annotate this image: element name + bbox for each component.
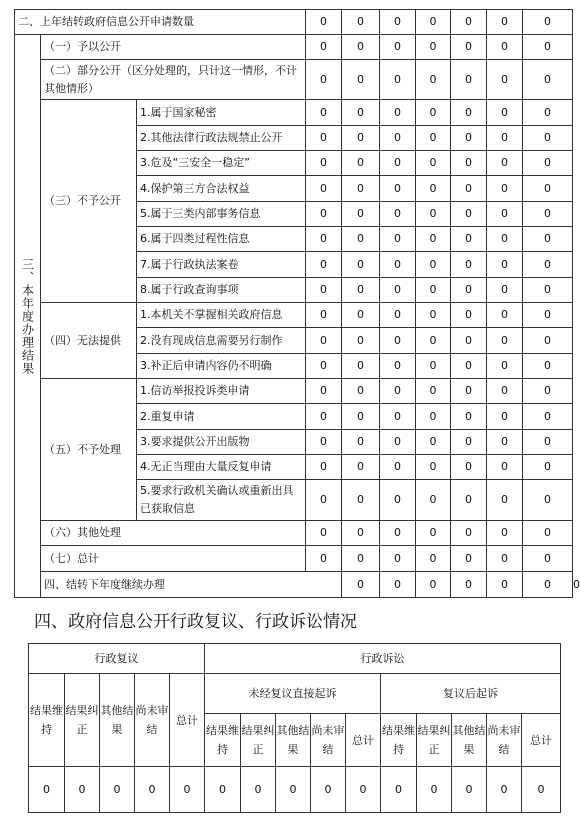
cell-value: 0 — [380, 252, 416, 278]
cell-value: 0 — [306, 455, 342, 480]
cell-value: 0 — [29, 767, 65, 813]
row-label: 2.没有现成信息需要另行制作 — [137, 328, 306, 354]
col-header: 总计 — [346, 714, 381, 767]
cell-value: 0 — [487, 176, 523, 202]
cell-value: 0 — [306, 126, 342, 151]
cell-value: 0 — [380, 60, 416, 100]
cell-value: 0 — [523, 480, 573, 521]
side-label: 三、本年度办理结果 — [15, 35, 41, 598]
cell-value: 0 — [306, 546, 342, 572]
cell-value: 0 — [380, 10, 416, 35]
cell-value: 0 — [306, 354, 342, 379]
row-label: 二、上年结转政府信息公开申请数量 — [15, 10, 306, 35]
cell-value: 0 — [276, 767, 311, 813]
cell-value: 0 — [416, 521, 451, 546]
cell-value: 0 — [416, 176, 451, 202]
cell-value: 0 — [416, 572, 451, 598]
cell-value: 0 — [380, 176, 416, 202]
cell-value: 0 — [451, 126, 487, 151]
cell-value: 0 — [523, 328, 573, 354]
cell-value: 0 — [306, 328, 342, 354]
cell-value: 0 — [306, 60, 342, 100]
cell-value: 0 — [380, 278, 416, 303]
cell-value: 0 — [416, 354, 451, 379]
cell-value: 0 — [523, 572, 573, 598]
cell-value: 0 — [523, 35, 573, 60]
cell-value: 0 — [306, 379, 342, 404]
cell-value: 0 — [241, 767, 276, 813]
cell-value: 0 — [65, 767, 100, 813]
cell-value: 0 — [487, 572, 523, 598]
cell-value: 0 — [451, 430, 487, 455]
cell-value: 0 — [416, 430, 451, 455]
col-header: 结果维持 — [381, 714, 417, 767]
cell-value: 0 — [342, 404, 380, 430]
cell-value: 0 — [451, 60, 487, 100]
cell-value: 0 — [487, 521, 523, 546]
cell-value: 0 — [342, 227, 380, 252]
group-label: （五）不予处理 — [41, 379, 137, 521]
review-litigation-table — [28, 643, 561, 813]
cell-value: 0 — [306, 227, 342, 252]
row-label: 6.属于四类过程性信息 — [137, 227, 306, 252]
section-title: 四、政府信息公开行政复议、行政诉讼情况 — [34, 612, 357, 632]
row-label: 2.其他法律行政法规禁止公开 — [137, 126, 306, 151]
cell-value: 0 — [523, 227, 573, 252]
col-header: 总计 — [170, 674, 205, 767]
row-label: 5.要求行政机关确认或重新出具已获取信息 — [137, 480, 306, 521]
cell-value: 0 — [487, 354, 523, 379]
table-row — [15, 10, 573, 35]
cell-value: 0 — [451, 10, 487, 35]
cell-value: 0 — [170, 767, 205, 813]
cell-value: 0 — [416, 303, 451, 328]
cell-value: 0 — [523, 430, 573, 455]
cell-value: 0 — [380, 379, 416, 404]
cell-value: 0 — [306, 10, 342, 35]
cell-value: 0 — [342, 100, 380, 126]
cell-value: 0 — [523, 176, 573, 202]
cell-value: 0 — [487, 10, 523, 35]
table-row — [15, 546, 573, 572]
cell-value: 0 — [416, 151, 451, 176]
cell-value: 0 — [306, 151, 342, 176]
cell-value: 0 — [380, 546, 416, 572]
col-header: 尚未审结 — [487, 714, 522, 767]
cell-value: 0 — [451, 202, 487, 227]
table-row — [15, 100, 573, 126]
header-admin-review: 行政复议 — [29, 644, 205, 674]
table-row — [15, 35, 573, 60]
cell-value: 0 — [487, 455, 523, 480]
row-label: 7.属于行政执法案卷 — [137, 252, 306, 278]
cell-value: 0 — [523, 379, 573, 404]
col-header: 总计 — [522, 714, 561, 767]
cell-value: 0 — [342, 202, 380, 227]
row-label: 3.危及“三安全一稳定” — [137, 151, 306, 176]
cell-value: 0 — [380, 354, 416, 379]
group-label: （四）无法提供 — [41, 303, 137, 379]
cell-value: 0 — [342, 455, 380, 480]
cell-value: 0 — [451, 278, 487, 303]
cell-value: 0 — [417, 767, 452, 813]
cell-value: 0 — [487, 202, 523, 227]
subheader-after-review: 复议后起诉 — [381, 674, 561, 714]
cell-value: 0 — [416, 126, 451, 151]
cell-value: 0 — [487, 278, 523, 303]
cell-value: 0 — [416, 546, 451, 572]
cell-value: 0 — [306, 278, 342, 303]
cell-value: 0 — [416, 227, 451, 252]
cell-value: 0 — [487, 100, 523, 126]
row-label: 3.要求提供公开出版物 — [137, 430, 306, 455]
cell-value: 0 — [487, 252, 523, 278]
cell-value: 0 — [451, 100, 487, 126]
cell-value: 0 — [416, 60, 451, 100]
row-label: 4.无正当理由大量反复申请 — [137, 455, 306, 480]
processing-results-table — [14, 9, 580, 598]
cell-value: 0 — [487, 767, 522, 813]
cell-value: 0 — [342, 278, 380, 303]
cell-value: 0 — [342, 546, 380, 572]
header-admin-litigation: 行政诉讼 — [205, 644, 561, 674]
cell-value: 0 — [523, 126, 573, 151]
table-row — [15, 303, 573, 328]
cell-value: 0 — [380, 521, 416, 546]
cell-value: 0 — [306, 176, 342, 202]
cell-value: 0 — [342, 60, 380, 100]
cell-value: 0 — [306, 35, 342, 60]
col-header: 结果纠正 — [417, 714, 452, 767]
row-label: 1.信访举报投诉类申请 — [137, 379, 306, 404]
cell-value: 0 — [523, 151, 573, 176]
cell-value: 0 — [380, 480, 416, 521]
cell-value: 0 — [451, 455, 487, 480]
cell-value: 0 — [342, 10, 380, 35]
cell-value: 0 — [380, 35, 416, 60]
row-label: 4.保护第三方合法权益 — [137, 176, 306, 202]
cell-value: 0 — [523, 455, 573, 480]
cell-value: 0 — [523, 202, 573, 227]
row-label: 2.重复申请 — [137, 404, 306, 430]
cell-value: 0 — [416, 35, 451, 60]
cell-value: 0 — [380, 455, 416, 480]
col-header: 尚未审结 — [311, 714, 346, 767]
cell-value: 0 — [342, 35, 380, 60]
cell-value: 0 — [416, 202, 451, 227]
cell-value: 0 — [451, 354, 487, 379]
cell-value: 0 — [487, 404, 523, 430]
row-label: （一）予以公开 — [41, 35, 306, 60]
cell-value: 0 — [306, 521, 342, 546]
cell-value: 0 — [487, 227, 523, 252]
cell-value: 0 — [342, 328, 380, 354]
cell-value: 0 — [306, 252, 342, 278]
cell-value: 0 — [522, 767, 561, 813]
cell-value: 0 — [451, 328, 487, 354]
subheader-direct: 未经复议直接起诉 — [205, 674, 381, 714]
cell-value: 0 — [311, 767, 346, 813]
cell-value: 0 — [381, 767, 417, 813]
cell-value: 0 — [451, 572, 487, 598]
cell-value: 0 — [487, 60, 523, 100]
cell-value: 0 — [306, 100, 342, 126]
cell-value: 0 — [380, 303, 416, 328]
cell-value: 0 — [451, 303, 487, 328]
cell-value: 0 — [342, 151, 380, 176]
cell-value: 0 — [523, 60, 573, 100]
cell-value: 0 — [487, 303, 523, 328]
cell-value: 0 — [416, 100, 451, 126]
cell-value: 0 — [380, 202, 416, 227]
cell-value: 0 — [523, 100, 573, 126]
cell-value: 0 — [416, 379, 451, 404]
cell-value: 0 — [487, 151, 523, 176]
cell-value: 0 — [523, 354, 573, 379]
col-header: 结果维持 — [205, 714, 241, 767]
cell-value: 0 — [451, 379, 487, 404]
cell-value: 0 — [416, 252, 451, 278]
cell-value: 0 — [487, 546, 523, 572]
cell-value: 0 — [342, 354, 380, 379]
col-header: 其他结果 — [100, 674, 135, 767]
cell-value: 0 — [342, 252, 380, 278]
cell-value: 0 — [342, 521, 380, 546]
table-row — [15, 521, 573, 546]
cell-value: 0 — [451, 151, 487, 176]
table-row — [29, 767, 561, 813]
cell-value: 0 — [306, 404, 342, 430]
cell-value: 0 — [346, 767, 381, 813]
cell-value: 0 — [342, 480, 380, 521]
col-header: 其他结果 — [276, 714, 311, 767]
cell-value: 0 — [380, 572, 416, 598]
row-label: 8.属于行政查询事项 — [137, 278, 306, 303]
cell-value: 0 — [342, 126, 380, 151]
table-row: 四、结转下年度继续办理 0 0 0 0 0 0 0 — [15, 572, 573, 598]
cell-value: 0 — [380, 126, 416, 151]
cell-value: 0 — [487, 328, 523, 354]
cell-value: 0 — [523, 404, 573, 430]
col-header: 其他结果 — [452, 714, 487, 767]
cell-value: 0 — [380, 328, 416, 354]
cell-value: 0 — [523, 278, 573, 303]
cell-value: 0 — [306, 303, 342, 328]
col-header: 结果纠正 — [241, 714, 276, 767]
cell-value: 0 — [523, 10, 573, 35]
cell-value: 0 — [380, 151, 416, 176]
cell-value: 0 — [205, 767, 241, 813]
cell-value: 0 — [416, 10, 451, 35]
cell-value: 0 — [416, 455, 451, 480]
cell-value: 0 — [380, 404, 416, 430]
cell-value: 0 — [451, 35, 487, 60]
cell-value: 0 — [416, 480, 451, 521]
cell-value: 0 — [451, 176, 487, 202]
cell-value: 0 — [342, 303, 380, 328]
row-label: （六）其他处理 — [41, 521, 306, 546]
row-label: 1.属于国家秘密 — [137, 100, 306, 126]
cell-value: 0 — [100, 767, 135, 813]
row-label: 5.属于三类内部事务信息 — [137, 202, 306, 227]
cell-value: 0 — [135, 767, 170, 813]
cell-value: 0 — [451, 252, 487, 278]
cell-value: 0 — [523, 303, 573, 328]
cell-value: 0 — [342, 572, 380, 598]
col-header: 尚未审结 — [135, 674, 170, 767]
cell-value: 0 — [487, 379, 523, 404]
cell-value: 0 — [523, 521, 573, 546]
cell-value: 0 — [342, 176, 380, 202]
cell-value: 0 — [380, 227, 416, 252]
cell-value: 0 — [416, 278, 451, 303]
table-row — [15, 379, 573, 404]
cell-value: 0 — [487, 430, 523, 455]
cell-value: 0 — [342, 379, 380, 404]
table-row — [15, 60, 573, 100]
cell-value: 0 — [487, 480, 523, 521]
cell-value: 0 — [451, 404, 487, 430]
cell-value: 0 — [451, 521, 487, 546]
cell-value: 0 — [380, 430, 416, 455]
cell-value: 0 — [306, 202, 342, 227]
cell-value: 0 — [306, 430, 342, 455]
cell-value: 0 — [452, 767, 487, 813]
row-label: （二）部分公开（区分处理的，只计这一情形，不计其他情形） — [41, 60, 306, 100]
cell-value: 0 — [487, 35, 523, 60]
col-header: 结果维持 — [29, 674, 65, 767]
cell-value: 0 — [416, 328, 451, 354]
row-label: 1.本机关不掌握相关政府信息 — [137, 303, 306, 328]
cell-value: 0 — [451, 546, 487, 572]
cell-value: 0 — [306, 480, 342, 521]
row-label: 3.补正后申请内容仍不明确 — [137, 354, 306, 379]
col-header: 结果纠正 — [65, 674, 100, 767]
cell-value: 0 — [451, 227, 487, 252]
cell-value: 0 — [342, 430, 380, 455]
cell-value: 0 — [487, 126, 523, 151]
cell-value: 0 — [451, 480, 487, 521]
cell-value: 0 — [380, 100, 416, 126]
group-label: （三）不予公开 — [41, 100, 137, 303]
cell-value: 0 — [523, 252, 573, 278]
cell-value: 0 — [523, 546, 573, 572]
cell-value: 0 — [416, 404, 451, 430]
row-label: （七）总计 — [41, 546, 306, 572]
row-label: 四、结转下年度继续办理 — [41, 572, 342, 598]
